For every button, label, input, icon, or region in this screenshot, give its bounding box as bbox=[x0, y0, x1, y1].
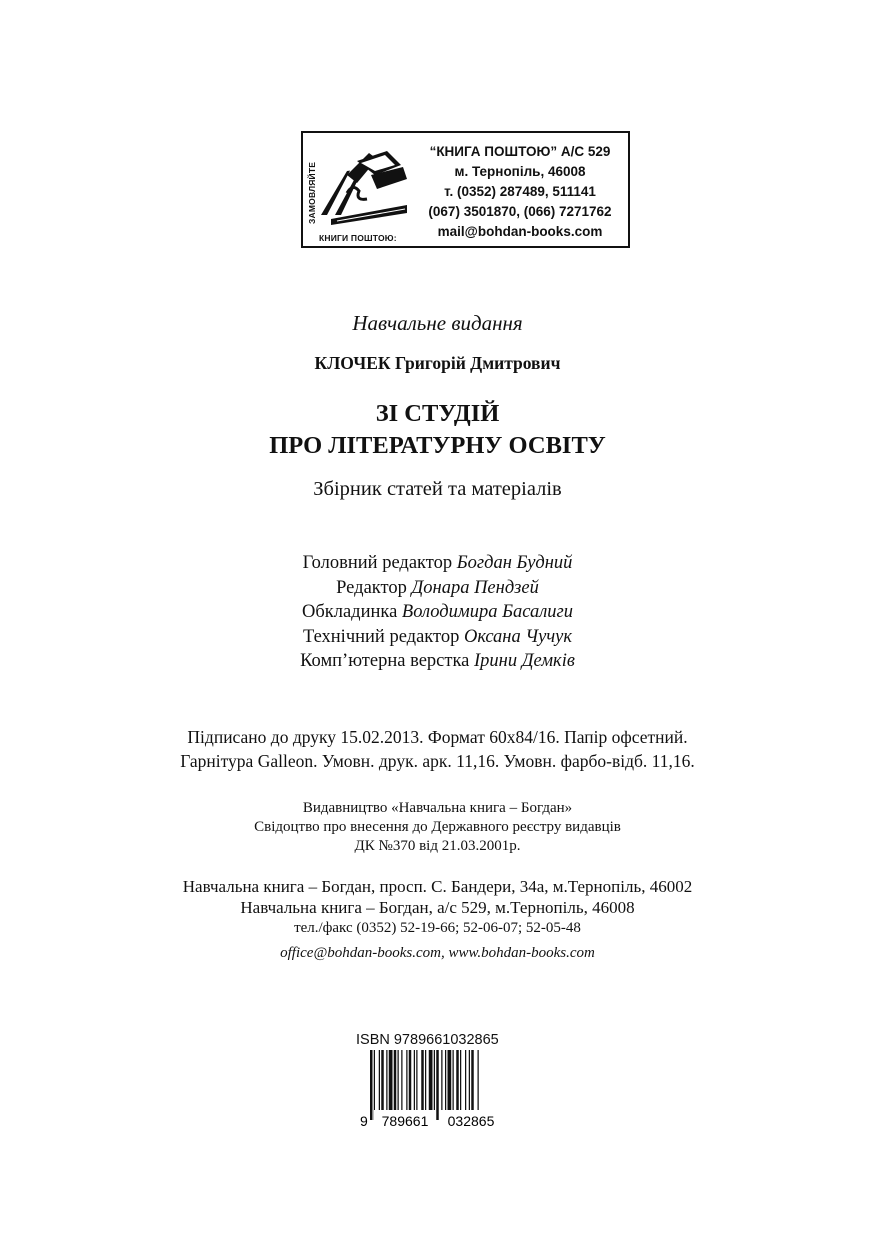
barcode-bar bbox=[478, 1050, 479, 1120]
barcode-bar bbox=[448, 1050, 452, 1120]
contact-line: (067) 3501870, (066) 7271762 bbox=[428, 204, 612, 219]
print-info-line: Гарнітура Galleon. Умовн. друк. арк. 11,16. Умовн. фарбо-відб. 11,16. bbox=[180, 751, 695, 771]
publisher-line: Видавництво «Навчальна книга – Богдан» bbox=[302, 800, 573, 816]
barcode-bar bbox=[434, 1050, 435, 1120]
barcode-bar bbox=[416, 1050, 417, 1120]
credit-role: Обкладинка bbox=[301, 602, 398, 622]
web-line: office@bohdan-books.com, www.bohdan-books.com bbox=[280, 945, 595, 961]
phone-line: тел./факс (0352) 52-19-66; 52-06-07; 52-05-48 bbox=[294, 920, 581, 936]
mail-order-vertical-text: ЗАМОВЛЯЙТЕ bbox=[307, 161, 317, 225]
credit-line bbox=[0, 625, 875, 650]
contact-email: mail@bohdan-books.com bbox=[437, 224, 603, 239]
barcode-bar bbox=[370, 1050, 373, 1120]
publisher-address bbox=[0, 876, 875, 967]
credit-role: Редактор bbox=[336, 577, 407, 598]
barcode-bar bbox=[429, 1050, 433, 1120]
credit-name: Оксана Чучук bbox=[464, 626, 573, 647]
barcode-bar bbox=[465, 1050, 466, 1120]
isbn-barcode bbox=[356, 1050, 516, 1128]
barcode-bar bbox=[456, 1050, 459, 1120]
barcode-bar bbox=[406, 1050, 407, 1120]
credit-role: Комп’ютерна верстка bbox=[300, 651, 470, 671]
barcode-bar bbox=[441, 1050, 442, 1120]
barcode-bar bbox=[381, 1050, 384, 1120]
print-info bbox=[0, 725, 875, 773]
credit-name: Донара Пендзей bbox=[411, 577, 539, 598]
barcode-bar bbox=[453, 1050, 454, 1120]
credit-line bbox=[0, 600, 875, 625]
print-info-line: Підписано до друку 15.02.2013. Формат 60х84/16. Папір офсетний. bbox=[187, 727, 688, 747]
isbn-label: ISBN 9789661032865 bbox=[356, 1032, 499, 1048]
book-stack-icon bbox=[317, 145, 409, 227]
credit-name: Ірини Демків bbox=[474, 651, 575, 671]
contact-line: т. (0352) 287489, 511141 bbox=[444, 184, 596, 199]
barcode-bar bbox=[379, 1050, 380, 1120]
edition-type: Навчальне видання bbox=[352, 311, 523, 335]
book-subtitle: Збірник статей та матеріалів bbox=[313, 478, 562, 500]
credit-name: Богдан Будний bbox=[456, 553, 573, 573]
credit-line bbox=[0, 551, 875, 576]
barcode-first-digit: 9 bbox=[360, 1113, 368, 1128]
credit-role: Головний редактор bbox=[302, 553, 453, 573]
credit-role: Технічний редактор bbox=[302, 626, 460, 647]
publisher-line: Свідоцтво про внесення до Державного реєстру видавців bbox=[254, 819, 621, 835]
book-title-line-1: ЗІ СТУДІЙ bbox=[375, 400, 500, 427]
credit-name: Володимира Басалиги bbox=[401, 602, 574, 622]
author-name: КЛОЧЕК Григорій Дмитрович bbox=[314, 353, 561, 373]
publisher-info bbox=[0, 799, 875, 856]
barcode-bar bbox=[374, 1050, 375, 1120]
barcode-bar bbox=[425, 1050, 426, 1120]
contact-line: “КНИГА ПОШТОЮ” А/С 529 bbox=[429, 144, 611, 159]
address-line: Навчальна книга – Богдан, просп. С. Бандери, 34а, м.Тернопіль, 46002 bbox=[182, 877, 693, 896]
barcode-bar bbox=[460, 1050, 461, 1120]
barcode-bar bbox=[445, 1050, 446, 1120]
barcode-bar bbox=[469, 1050, 470, 1120]
contact-line: м. Тернопіль, 46008 bbox=[454, 164, 586, 179]
barcode-bar bbox=[394, 1050, 397, 1120]
barcode-bar bbox=[401, 1050, 402, 1120]
barcode-bar bbox=[409, 1050, 412, 1120]
mail-order-box bbox=[301, 131, 630, 248]
mail-order-logo-text: КНИГИ ПОШТОЮ: bbox=[319, 233, 397, 243]
address-line: Навчальна книга – Богдан, а/с 529, м.Тернопіль, 46008 bbox=[240, 898, 635, 917]
barcode-bar bbox=[421, 1050, 424, 1120]
credit-line bbox=[0, 576, 875, 601]
barcode-bar bbox=[398, 1050, 399, 1120]
barcode-bar bbox=[436, 1050, 439, 1120]
barcode-group-1: 789661 bbox=[381, 1113, 429, 1128]
credit-line bbox=[0, 649, 875, 674]
barcode-bar bbox=[414, 1050, 415, 1120]
publisher-line: ДК №370 від 21.03.2001р. bbox=[354, 838, 521, 854]
book-title-line-2: ПРО ЛІТЕРАТУРНУ ОСВІТУ bbox=[269, 432, 606, 459]
credits-block bbox=[0, 551, 875, 674]
barcode-bar bbox=[389, 1050, 393, 1120]
barcode-bar bbox=[386, 1050, 387, 1120]
barcode-group-2: 032865 bbox=[447, 1113, 495, 1128]
barcode-bar bbox=[471, 1050, 474, 1120]
mail-order-contacts bbox=[411, 142, 629, 242]
